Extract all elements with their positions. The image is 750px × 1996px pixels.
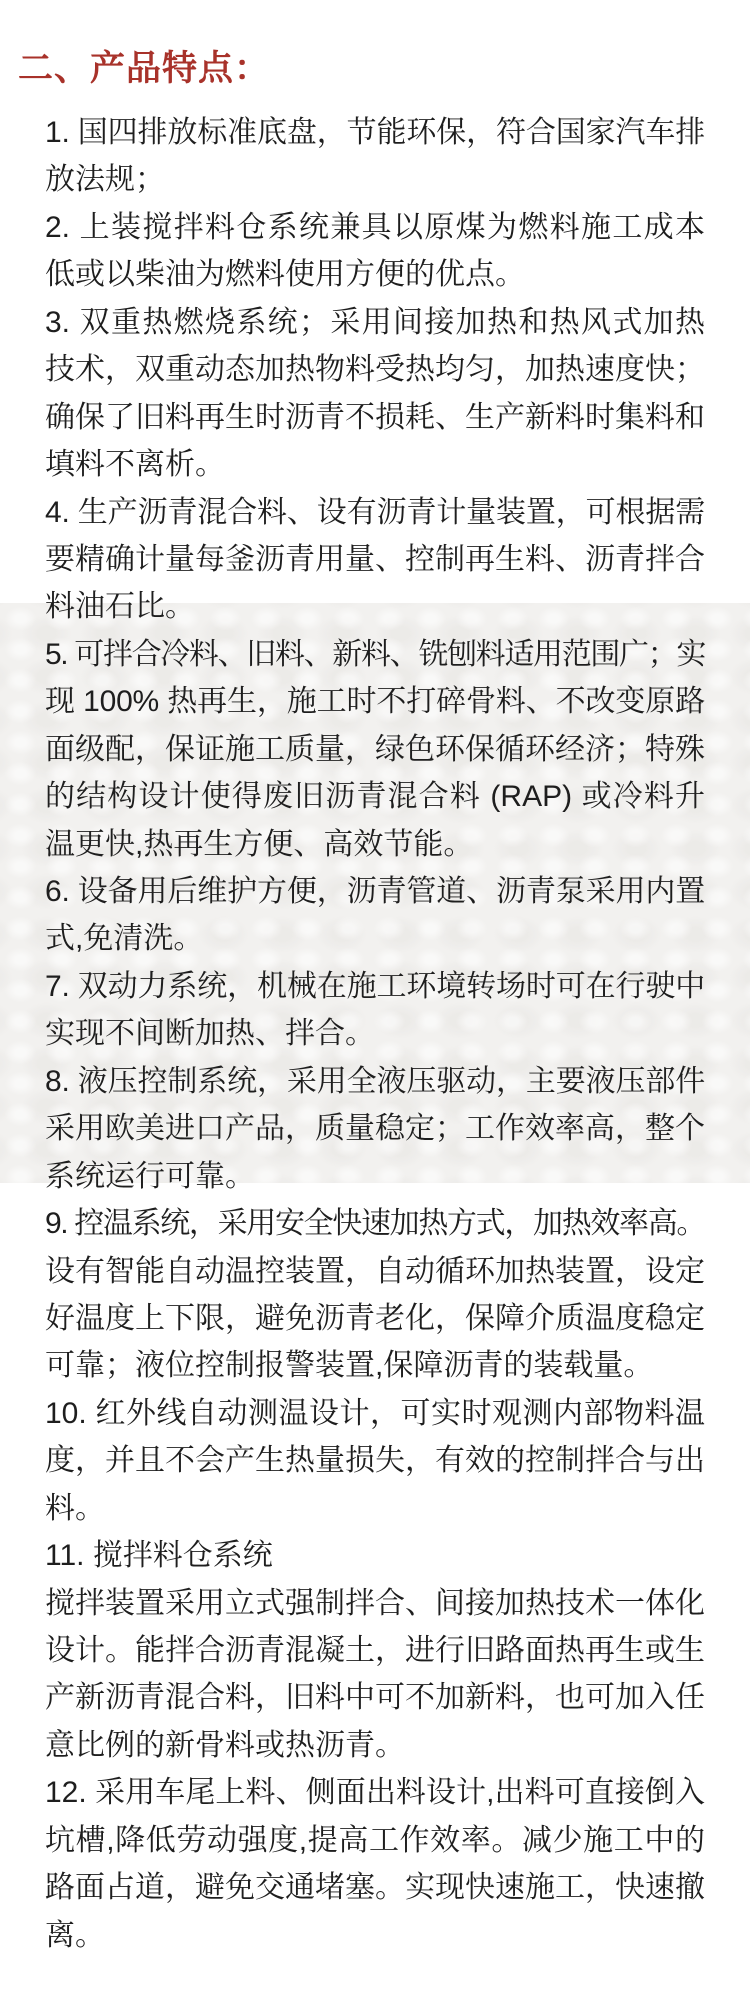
feature-line: 现 100% 热再生，施工时不打碎骨料、不改变原路 — [45, 685, 705, 719]
feature-paragraph — [45, 963, 705, 1058]
section-heading: 二、产品特点： — [18, 49, 271, 88]
feature-line: 料油石比。 — [45, 590, 195, 624]
feature-line: 确保了旧料再生时沥青不损耗、生产新料时集料和 — [45, 400, 705, 434]
feature-paragraph — [45, 1390, 705, 1532]
feature-line: 的结构设计使得废旧沥青混合料 (RAP) 或冷料升 — [45, 780, 705, 814]
feature-line: 温更快,热再生方便、高效节能。 — [45, 827, 474, 861]
feature-line: 低或以柴油为燃料使用方便的优点。 — [45, 258, 525, 292]
feature-line: 8. 液压控制系统，采用全液压驱动，主要液压部件 — [45, 1064, 705, 1098]
feature-line: 填料不离析。 — [45, 448, 225, 482]
feature-line: 实现不间断加热、拌合。 — [45, 1017, 375, 1051]
feature-line: 2. 上装搅拌料仓系统兼具以原煤为燃料施工成本 — [45, 210, 705, 244]
feature-line: 采用欧美进口产品，质量稳定；工作效率高，整个 — [45, 1112, 705, 1146]
feature-line: 9. 控温系统，采用安全快速加热方式，加热效率高。 — [45, 1207, 705, 1241]
feature-line: 5. 可拌合冷料、旧料、新料、铣刨料适用范围广；实 — [45, 637, 705, 671]
feature-line: 12. 采用车尾上料、侧面出料设计,出料可直接倒入 — [45, 1776, 705, 1810]
feature-paragraph — [45, 1200, 705, 1390]
feature-line: 10. 红外线自动测温设计，可实时观测内部物料温 — [45, 1396, 705, 1430]
feature-line: 式,免清洗。 — [45, 922, 204, 956]
feature-line: 放法规； — [45, 163, 165, 197]
feature-line: 好温度上下限，避免沥青老化，保障介质温度稳定 — [45, 1301, 705, 1335]
feature-line: 意比例的新骨料或热沥青。 — [45, 1728, 405, 1762]
feature-line: 1. 国四排放标准底盘，节能环保，符合国家汽车排 — [45, 116, 705, 149]
feature-line: 面级配，保证施工质量，绿色环保循环经济；特殊 — [45, 732, 705, 766]
feature-paragraph — [45, 109, 705, 204]
feature-paragraph — [45, 1058, 705, 1200]
feature-line: 坑槽,降低劳动强度,提高工作效率。减少施工中的 — [45, 1823, 705, 1857]
feature-line: 设计。能拌合沥青混凝土，进行旧路面热再生或生 — [45, 1634, 705, 1667]
feature-line: 7. 双动力系统，机械在施工环境转场时可在行驶中 — [45, 969, 705, 1003]
feature-paragraph — [45, 1532, 705, 1579]
feature-line: 11. 搅拌料仓系统 — [45, 1539, 273, 1573]
feature-line: 料。 — [45, 1491, 105, 1525]
feature-paragraph — [45, 299, 705, 489]
feature-list — [45, 109, 705, 1959]
feature-line: 6. 设备用后维护方便，沥青管道、沥青泵采用内置 — [45, 875, 705, 908]
feature-paragraph — [45, 1769, 705, 1959]
feature-paragraph — [45, 204, 705, 299]
feature-line: 度，并且不会产生热量损失，有效的控制拌合与出 — [45, 1444, 705, 1478]
feature-paragraph — [45, 1580, 705, 1770]
feature-line: 设有智能自动温控装置，自动循环加热装置，设定 — [45, 1254, 705, 1288]
feature-paragraph — [45, 489, 705, 631]
feature-line: 搅拌装置采用立式强制拌合、间接加热技术一体化 — [45, 1586, 705, 1620]
feature-line: 3. 双重热燃烧系统；采用间接加热和热风式加热 — [45, 305, 705, 339]
feature-line: 可靠；液位控制报警装置,保障沥青的装载量。 — [45, 1349, 654, 1383]
feature-line: 离。 — [45, 1918, 105, 1952]
feature-line: 4. 生产沥青混合料、设有沥青计量装置，可根据需 — [45, 495, 705, 529]
feature-line: 产新沥青混合料，旧料中可不加新料，也可加入任 — [45, 1681, 705, 1715]
feature-paragraph — [45, 631, 705, 868]
feature-line: 路面占道，避免交通堵塞。实现快速施工，快速撤 — [45, 1871, 705, 1905]
feature-line: 技术，双重动态加热物料受热均匀，加热速度快； — [45, 353, 705, 387]
feature-paragraph — [45, 868, 705, 963]
feature-line: 系统运行可靠。 — [45, 1159, 255, 1193]
feature-line: 要精确计量每釜沥青用量、控制再生料、沥青拌合 — [45, 542, 705, 576]
